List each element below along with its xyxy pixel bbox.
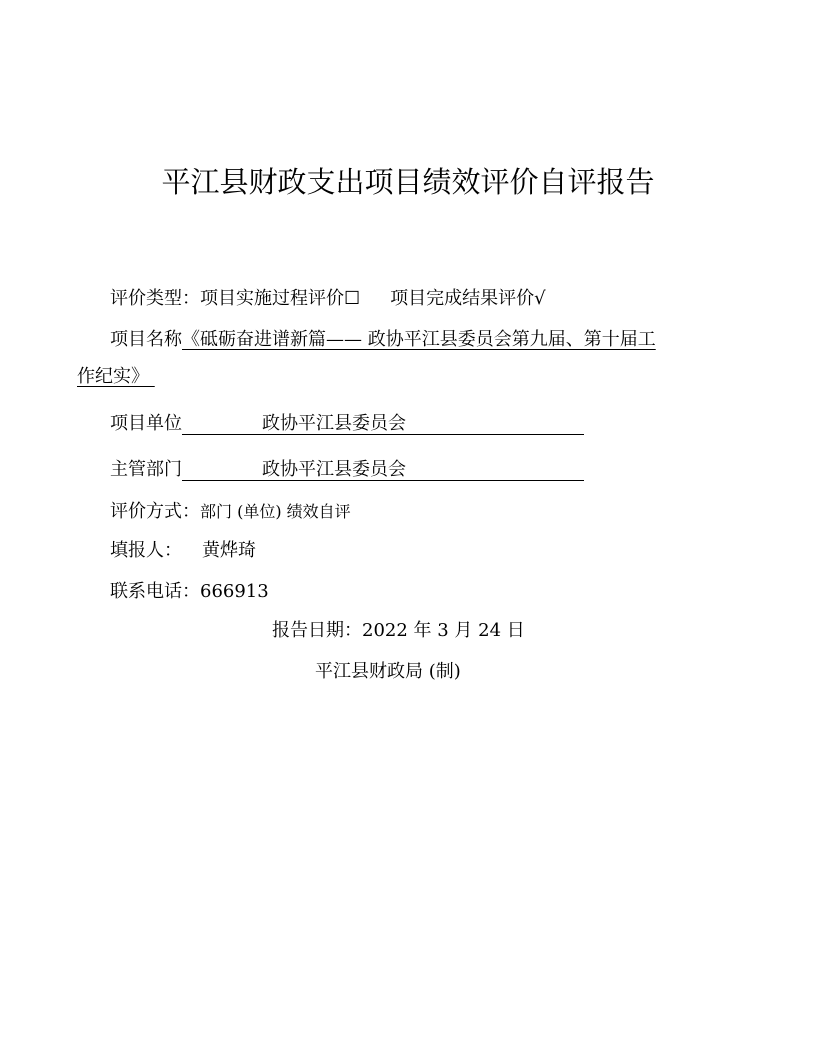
project-name-value-line1: 《砥砺奋进谱新篇—— 政协平江县委员会第九届、第十届工: [182, 329, 656, 350]
issuer-row: [315, 660, 461, 684]
eval-type-label: 评价类型：: [110, 288, 200, 309]
project-unit-value: 政协平江县委员会: [262, 413, 406, 434]
reporter-row: [110, 539, 256, 563]
eval-type-option-result: 项目完成结果评价√: [390, 288, 546, 309]
project-name-value-line2: 作纪实》: [77, 366, 149, 387]
project-name-label: 项目名称: [110, 329, 182, 350]
report-date-value: 2022 年 3 月 24 日: [362, 620, 525, 641]
reporter-value: 黄烨琦: [202, 540, 256, 561]
eval-method-row: [110, 500, 351, 524]
project-name-row: [110, 328, 656, 352]
project-name-row-cont: [77, 365, 155, 389]
eval-type-row: [110, 287, 546, 311]
eval-type-option-process: 项目实施过程评价☐: [200, 288, 361, 309]
phone-value: 666913: [200, 581, 269, 602]
reporter-label: 填报人：: [110, 540, 182, 561]
project-unit-label: 项目单位: [110, 413, 182, 434]
eval-method-label: 评价方式：: [110, 501, 200, 522]
phone-row: [110, 580, 269, 604]
project-unit-row: [110, 412, 584, 436]
eval-method-value: 部门 (单位) 绩效自评: [200, 502, 351, 521]
page-title: 平江县财政支出项目绩效评价自评报告: [161, 165, 655, 199]
report-date-label: 报告日期：: [272, 620, 362, 641]
supervisor-row: [110, 458, 584, 482]
supervisor-value: 政协平江县委员会: [262, 459, 406, 480]
issuer: 平江县财政局 (制): [315, 661, 461, 682]
phone-label: 联系电话：: [110, 581, 200, 602]
supervisor-label: 主管部门: [110, 459, 182, 480]
report-date-row: [272, 619, 525, 643]
